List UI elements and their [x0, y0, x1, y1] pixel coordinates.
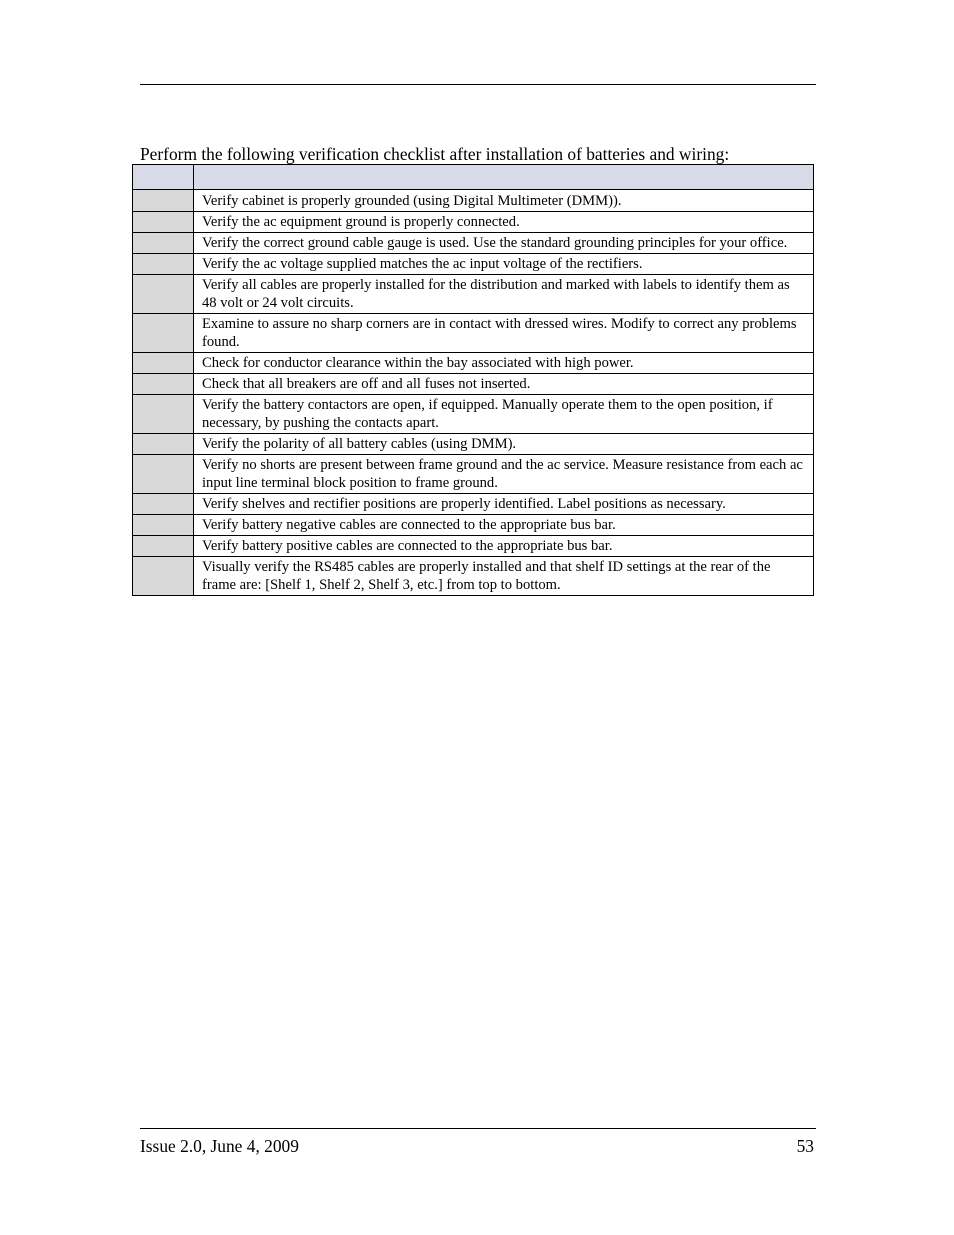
checklist-item-text: Verify the polarity of all battery cables (using DMM). [194, 434, 814, 455]
table-row [133, 557, 814, 596]
checklist-item-text: Examine to assure no sharp corners are in contact with dressed wires. Modify to correct any problems found. [194, 314, 814, 353]
header-item-column [194, 165, 814, 190]
table-row [133, 455, 814, 494]
check-cell[interactable] [133, 494, 194, 515]
table-row [133, 212, 814, 233]
check-cell[interactable] [133, 536, 194, 557]
check-cell[interactable] [133, 515, 194, 536]
verification-checklist-table [132, 164, 814, 596]
table-header-row [133, 165, 814, 190]
checklist-item-text: Verify battery positive cables are connected to the appropriate bus bar. [194, 536, 814, 557]
check-cell[interactable] [133, 353, 194, 374]
intro-paragraph: Perform the following verification checklist after installation of batteries and wiring: [140, 144, 730, 164]
checklist-item-text: Verify all cables are properly installed for the distribution and marked with labels to identify them as 48 volt or 24 volt circuits. [194, 275, 814, 314]
checklist-item-text: Verify battery negative cables are connected to the appropriate bus bar. [194, 515, 814, 536]
check-cell[interactable] [133, 275, 194, 314]
check-cell[interactable] [133, 314, 194, 353]
table-row [133, 395, 814, 434]
header-rule [140, 84, 816, 85]
checklist-item-text: Visually verify the RS485 cables are properly installed and that shelf ID settings at the rear of the frame are: [Shelf 1, Shelf 2, Shelf 3, etc.] from top to bottom. [194, 557, 814, 596]
page-number: 53 [796, 1136, 814, 1156]
table-row [133, 233, 814, 254]
check-cell[interactable] [133, 190, 194, 212]
header-check-column [133, 165, 194, 190]
table-row [133, 353, 814, 374]
table-row [133, 190, 814, 212]
check-cell[interactable] [133, 212, 194, 233]
check-cell[interactable] [133, 557, 194, 596]
checklist-item-text: Verify the ac voltage supplied matches the ac input voltage of the rectifiers. [194, 254, 814, 275]
checklist-item-text: Verify no shorts are present between frame ground and the ac service. Measure resistance from each ac input line terminal block position to frame ground. [194, 455, 814, 494]
check-cell[interactable] [133, 254, 194, 275]
table-row [133, 374, 814, 395]
table-row [133, 314, 814, 353]
table-row [133, 254, 814, 275]
table-row [133, 515, 814, 536]
check-cell[interactable] [133, 374, 194, 395]
check-cell[interactable] [133, 434, 194, 455]
check-cell[interactable] [133, 233, 194, 254]
checklist-item-text: Verify the battery contactors are open, if equipped. Manually operate them to the open position, if necessary, by pushing the contacts apart. [194, 395, 814, 434]
checklist-item-text: Verify the correct ground cable gauge is used. Use the standard grounding principles for your office. [194, 233, 814, 254]
checklist-item-text: Verify shelves and rectifier positions are properly identified. Label positions as necessary. [194, 494, 814, 515]
footer-issue-date: Issue 2.0, June 4, 2009 [140, 1136, 299, 1156]
check-cell[interactable] [133, 455, 194, 494]
footer-rule [140, 1128, 816, 1129]
table-row [133, 536, 814, 557]
checklist-item-text: Verify cabinet is properly grounded (using Digital Multimeter (DMM)). [194, 190, 814, 212]
table-row [133, 434, 814, 455]
checklist-item-text: Verify the ac equipment ground is properly connected. [194, 212, 814, 233]
table-row [133, 275, 814, 314]
table-row [133, 494, 814, 515]
checklist-item-text: Check for conductor clearance within the bay associated with high power. [194, 353, 814, 374]
checklist-item-text: Check that all breakers are off and all fuses not inserted. [194, 374, 814, 395]
check-cell[interactable] [133, 395, 194, 434]
